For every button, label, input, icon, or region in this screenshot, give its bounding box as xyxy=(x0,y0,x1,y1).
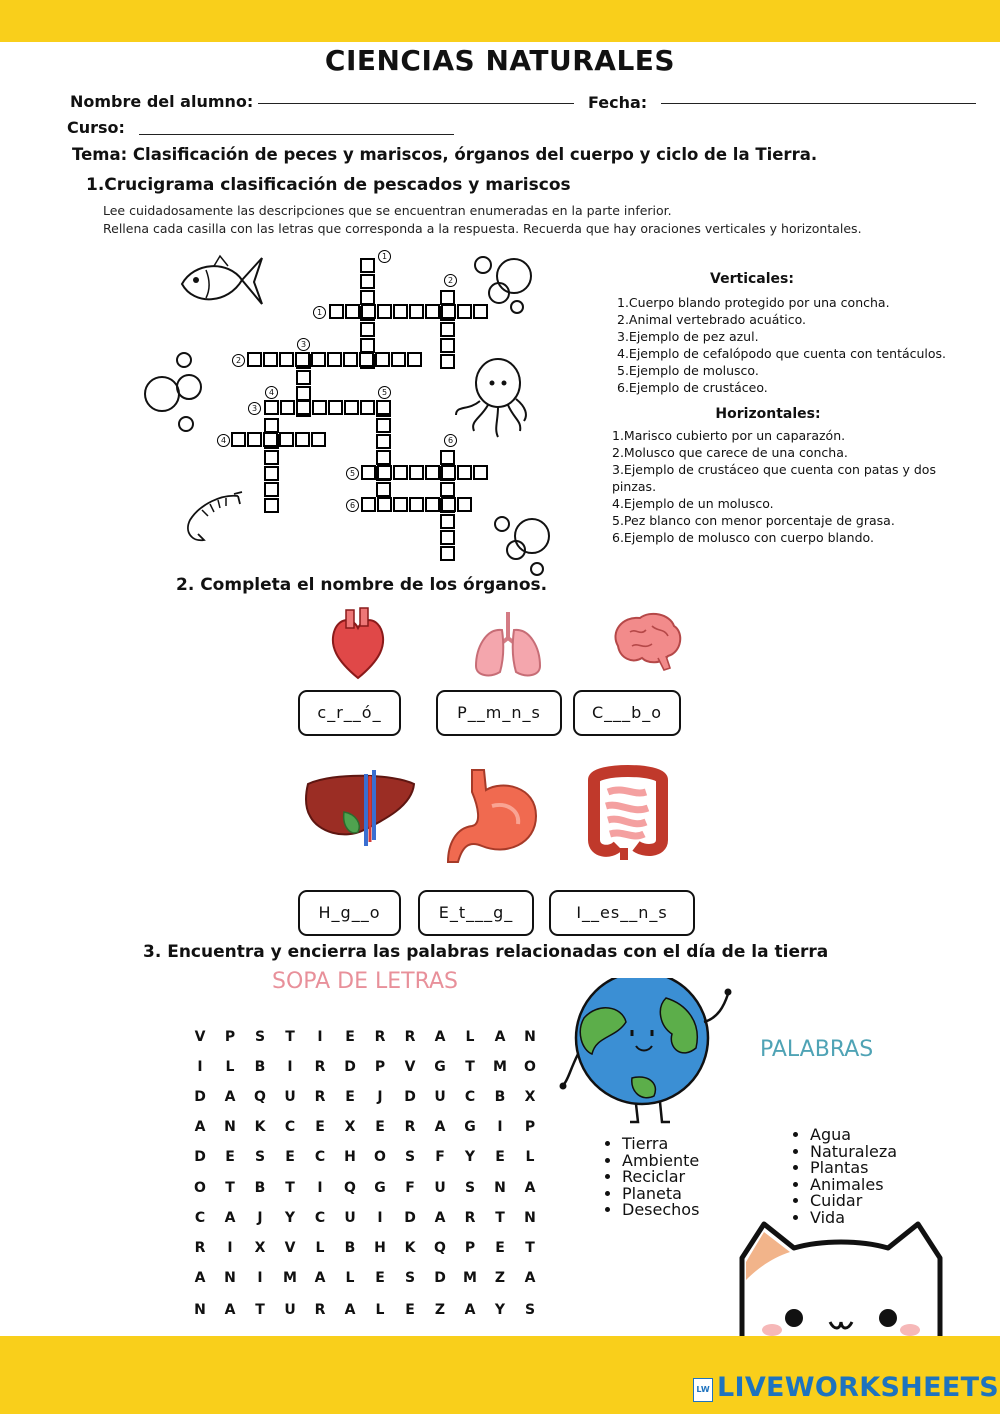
word-search-letter[interactable]: T xyxy=(495,1210,505,1226)
word-search-letter[interactable]: U xyxy=(344,1210,356,1226)
word-search-letter[interactable]: P xyxy=(224,1029,236,1045)
crossword-cell[interactable] xyxy=(345,304,360,319)
cat-icon xyxy=(732,1218,950,1352)
word-search-letter[interactable]: U xyxy=(434,1089,446,1105)
crossword-cell[interactable] xyxy=(391,352,406,367)
word-search-letter[interactable]: D xyxy=(344,1059,356,1075)
crossword-cell[interactable] xyxy=(425,497,440,512)
crossword-cell[interactable] xyxy=(359,352,374,367)
word-search-letter[interactable]: L xyxy=(345,1270,355,1286)
crossword-number: 6 xyxy=(444,434,457,447)
word-search-letter[interactable]: A xyxy=(434,1119,446,1135)
word-search-letter[interactable]: E xyxy=(225,1149,235,1165)
word-search-row xyxy=(190,1210,540,1226)
crossword-cell[interactable] xyxy=(393,304,408,319)
word-search-letter[interactable]: R xyxy=(404,1029,416,1045)
crossword-cell[interactable] xyxy=(360,274,375,289)
crossword-cell[interactable] xyxy=(264,450,279,465)
word-search-letter[interactable]: U xyxy=(434,1180,446,1196)
word-search-letter[interactable]: I xyxy=(317,1180,323,1196)
word-search-letter[interactable]: A xyxy=(524,1270,536,1286)
word-search-letter[interactable]: X xyxy=(344,1119,356,1135)
crossword-number: 5 xyxy=(378,386,391,399)
word-search-letter[interactable]: I xyxy=(257,1270,263,1286)
crossword-number: 6 xyxy=(346,499,359,512)
word-search-letter[interactable]: A xyxy=(464,1302,476,1318)
word-search-letter[interactable]: D xyxy=(434,1270,446,1286)
liveworksheets-logo-icon: LW xyxy=(693,1378,713,1402)
crossword-cell[interactable] xyxy=(376,450,391,465)
lungs-icon xyxy=(472,608,544,680)
crossword-cell[interactable] xyxy=(280,400,295,415)
word-item: • Agua xyxy=(810,1127,897,1144)
page-title: CIENCIAS NATURALES xyxy=(324,44,676,77)
crossword-cell[interactable] xyxy=(360,258,375,273)
word-item: • Tierra xyxy=(622,1136,699,1153)
crossword-cell[interactable] xyxy=(376,434,391,449)
crossword-number: 3 xyxy=(297,338,310,351)
word-search-letter[interactable]: J xyxy=(377,1089,383,1105)
word-search-letter[interactable]: U xyxy=(284,1089,296,1105)
word-search-letter[interactable]: Q xyxy=(434,1240,446,1256)
word-search-letter[interactable]: N xyxy=(494,1180,506,1196)
word-search-letter[interactable]: E xyxy=(495,1149,505,1165)
crossword-cell[interactable] xyxy=(312,400,327,415)
crossword-cell[interactable] xyxy=(279,432,294,447)
word-item: • Ambiente xyxy=(622,1153,699,1170)
word-search-letter[interactable]: R xyxy=(314,1089,326,1105)
organ-answer-box[interactable]: I__es__n_s xyxy=(549,890,695,936)
word-item: • Cuidar xyxy=(810,1193,897,1210)
word-search-letter[interactable]: C xyxy=(314,1149,326,1165)
word-search-letter[interactable]: A xyxy=(494,1029,506,1045)
crossword-number: 4 xyxy=(265,386,278,399)
crossword-cell[interactable] xyxy=(440,530,455,545)
crossword-number: 1 xyxy=(313,306,326,319)
word-search-letter[interactable]: A xyxy=(194,1119,206,1135)
horizontal-clue: 5.Pez blanco con menor porcentaje de grasa. xyxy=(612,513,895,528)
crossword-cell[interactable] xyxy=(440,450,455,465)
word-search-letter[interactable]: E xyxy=(495,1240,505,1256)
word-search-letter[interactable]: X xyxy=(254,1240,266,1256)
organ-answer-box[interactable]: P__m_n_s xyxy=(436,690,562,736)
word-search-letter[interactable]: Q xyxy=(254,1089,266,1105)
word-item: • Planeta xyxy=(622,1186,699,1203)
crossword-cell[interactable] xyxy=(296,370,311,385)
crossword-cell[interactable] xyxy=(295,432,310,447)
crossword-cell[interactable] xyxy=(457,304,472,319)
stomach-icon xyxy=(442,766,542,866)
words-title: PALABRAS xyxy=(760,1037,874,1062)
word-search-letter[interactable]: P xyxy=(374,1059,386,1075)
crossword-cell[interactable] xyxy=(440,482,455,497)
crossword-cell[interactable] xyxy=(441,304,456,319)
word-search-row xyxy=(190,1270,540,1286)
word-search-letter[interactable]: E xyxy=(375,1119,385,1135)
word-search-letter[interactable]: L xyxy=(225,1059,235,1075)
word-search-letter[interactable]: S xyxy=(464,1180,476,1196)
word-search-letter[interactable]: T xyxy=(255,1302,265,1318)
word-search-letter[interactable]: H xyxy=(344,1149,356,1165)
crossword-cell[interactable] xyxy=(279,352,294,367)
crossword-cell[interactable] xyxy=(377,497,392,512)
crossword-cell[interactable] xyxy=(247,432,262,447)
word-search-letter[interactable]: C xyxy=(284,1119,296,1135)
crossword-cell[interactable] xyxy=(425,465,440,480)
word-search-letter[interactable]: J xyxy=(257,1210,263,1226)
vertical-clue: 1.Cuerpo blando protegido por una concha. xyxy=(617,295,890,310)
word-search-letter[interactable]: A xyxy=(194,1270,206,1286)
word-search-letter[interactable]: B xyxy=(254,1180,266,1196)
word-search-letter[interactable]: A xyxy=(224,1089,236,1105)
word-search-letter[interactable]: R xyxy=(464,1210,476,1226)
crossword-cell[interactable] xyxy=(377,465,392,480)
word-search-letter[interactable]: Y xyxy=(494,1302,506,1318)
crossword-number: 5 xyxy=(346,467,359,480)
word-search-row xyxy=(190,1119,540,1135)
crossword-cell[interactable] xyxy=(295,352,310,367)
crossword-cell[interactable] xyxy=(425,304,440,319)
crossword-cell[interactable] xyxy=(231,432,246,447)
word-search-letter[interactable]: D xyxy=(404,1089,416,1105)
word-search-row xyxy=(190,1059,540,1075)
word-search-letter[interactable]: C xyxy=(314,1210,326,1226)
crossword-cell[interactable] xyxy=(361,497,376,512)
crossword-cell[interactable] xyxy=(441,465,456,480)
word-search-letter[interactable]: Q xyxy=(344,1180,356,1196)
word-search-row xyxy=(190,1089,540,1105)
word-search-letter[interactable]: E xyxy=(345,1089,355,1105)
crossword-cell[interactable] xyxy=(361,304,376,319)
organ-answer-box[interactable]: E_t___g_ xyxy=(418,890,534,936)
word-search-letter[interactable]: F xyxy=(435,1149,445,1165)
word-search-letter[interactable]: T xyxy=(285,1180,295,1196)
word-search-letter[interactable]: Y xyxy=(284,1210,296,1226)
crossword-cell[interactable] xyxy=(264,418,279,433)
word-search-letter[interactable]: S xyxy=(524,1302,536,1318)
word-search-letter[interactable]: E xyxy=(375,1270,385,1286)
crossword-cell[interactable] xyxy=(375,352,390,367)
word-search-letter[interactable]: L xyxy=(375,1302,385,1318)
word-item: • Vida xyxy=(810,1210,897,1227)
word-search-letter[interactable]: Z xyxy=(434,1302,446,1318)
vertical-clue: 6.Ejemplo de crustáceo. xyxy=(617,380,768,395)
horizontal-clue: 6.Ejemplo de molusco con cuerpo blando. xyxy=(612,530,874,545)
crossword-cell[interactable] xyxy=(376,400,391,415)
intestines-icon xyxy=(584,762,672,862)
crossword-cell[interactable] xyxy=(409,304,424,319)
crossword-number: 2 xyxy=(444,274,457,287)
word-search-letter[interactable]: A xyxy=(314,1270,326,1286)
word-search-letter[interactable]: K xyxy=(254,1119,266,1135)
crossword-cell[interactable] xyxy=(311,432,326,447)
word-search-letter[interactable]: E xyxy=(315,1119,325,1135)
word-search-letter[interactable]: E xyxy=(405,1302,415,1318)
word-search-row xyxy=(190,1180,540,1196)
word-search-letter[interactable]: D xyxy=(194,1089,206,1105)
crossword-cell[interactable] xyxy=(329,304,344,319)
word-search-letter[interactable]: I xyxy=(317,1029,323,1045)
crossword-cell[interactable] xyxy=(473,304,488,319)
word-search-letter[interactable]: N xyxy=(524,1210,536,1226)
crossword-cell[interactable] xyxy=(440,290,455,305)
word-search-letter[interactable]: X xyxy=(524,1089,536,1105)
crossword-cell[interactable] xyxy=(327,352,342,367)
word-search-letter[interactable]: Y xyxy=(464,1149,476,1165)
crossword-cell[interactable] xyxy=(457,497,472,512)
crossword-cell[interactable] xyxy=(328,400,343,415)
word-search-letter[interactable]: T xyxy=(285,1029,295,1045)
crossword-number: 1 xyxy=(378,250,391,263)
word-search-letter[interactable]: S xyxy=(404,1270,416,1286)
word-search-letter[interactable]: N xyxy=(224,1270,236,1286)
instruction-2: Rellena cada casilla con las letras que corresponda a la respuesta. Recuerda que hay oraciones verticales y horizontales. xyxy=(103,221,862,236)
crossword-cell[interactable] xyxy=(409,465,424,480)
word-search-letter[interactable]: A xyxy=(344,1302,356,1318)
crossword-cell[interactable] xyxy=(344,400,359,415)
organ-answer-box[interactable]: H_g__o xyxy=(298,890,401,936)
word-item: • Plantas xyxy=(810,1160,897,1177)
word-search-letter[interactable]: H xyxy=(374,1240,386,1256)
word-search-letter[interactable]: R xyxy=(374,1029,386,1045)
word-search-row xyxy=(190,1240,540,1256)
horizontal-clue: 3.Ejemplo de crustáceo que cuenta con patas y dos pinzas. xyxy=(612,462,936,494)
vertical-clue: 4.Ejemplo de cefalópodo que cuenta con tentáculos. xyxy=(617,346,947,361)
word-search-letter[interactable]: I xyxy=(497,1119,503,1135)
word-search-letter[interactable]: P xyxy=(524,1119,536,1135)
heart-icon xyxy=(326,606,390,682)
word-search-letter[interactable]: G xyxy=(374,1180,386,1196)
word-search-letter[interactable]: I xyxy=(227,1240,233,1256)
crossword-cell[interactable] xyxy=(376,418,391,433)
word-item: • Desechos xyxy=(622,1202,699,1219)
word-search-row xyxy=(190,1149,540,1165)
crossword-cell[interactable] xyxy=(440,322,455,337)
word-item: • Naturaleza xyxy=(810,1144,897,1161)
crossword-cell[interactable] xyxy=(263,432,278,447)
crossword-cell[interactable] xyxy=(360,338,375,353)
crossword-cell[interactable] xyxy=(343,352,358,367)
liver-icon xyxy=(304,770,418,850)
crossword-cell[interactable] xyxy=(473,465,488,480)
word-search-letter[interactable]: I xyxy=(197,1059,203,1075)
word-search-letter[interactable]: V xyxy=(194,1029,206,1045)
word-search-letter[interactable]: S xyxy=(254,1149,266,1165)
crossword-number: 3 xyxy=(248,402,261,415)
crossword-cell[interactable] xyxy=(441,497,456,512)
crossword-cell[interactable] xyxy=(360,322,375,337)
word-search-letter[interactable]: R xyxy=(194,1240,206,1256)
word-search-letter[interactable]: N xyxy=(524,1029,536,1045)
crossword-cell[interactable] xyxy=(457,465,472,480)
word-search-letter[interactable]: O xyxy=(524,1059,536,1075)
word-search-letter[interactable]: E xyxy=(345,1029,355,1045)
word-search-letter[interactable]: I xyxy=(287,1059,293,1075)
word-search-row xyxy=(190,1302,540,1318)
crossword-cell[interactable] xyxy=(361,465,376,480)
horizontal-clue: 1.Marisco cubierto por un caparazón. xyxy=(612,428,846,443)
word-list-right xyxy=(788,1127,897,1226)
crossword-cell[interactable] xyxy=(263,352,278,367)
crossword-cell[interactable] xyxy=(360,400,375,415)
crossword-cell[interactable] xyxy=(296,386,311,401)
word-search-letter[interactable]: M xyxy=(463,1270,477,1286)
word-search-letter[interactable]: B xyxy=(494,1089,506,1105)
crossword-cell[interactable] xyxy=(376,482,391,497)
crossword-number: 4 xyxy=(217,434,230,447)
word-search-letter[interactable]: Z xyxy=(494,1270,506,1286)
horizontal-clue: 2.Molusco que carece de una concha. xyxy=(612,445,848,460)
course-label: Curso: xyxy=(67,118,125,137)
word-search-letter[interactable]: B xyxy=(344,1240,356,1256)
word-search-letter[interactable]: T xyxy=(465,1059,475,1075)
word-search-letter[interactable]: A xyxy=(524,1180,536,1196)
word-search-letter[interactable]: M xyxy=(493,1059,507,1075)
word-search-letter[interactable]: M xyxy=(283,1270,297,1286)
crossword-cell[interactable] xyxy=(393,465,408,480)
word-search-letter[interactable]: A xyxy=(224,1302,236,1318)
brand-footer[interactable]: LIVEWORKSHEETS xyxy=(717,1372,1000,1403)
word-search-letter[interactable]: O xyxy=(374,1149,386,1165)
word-search-letter[interactable]: R xyxy=(314,1059,326,1075)
word-search-letter[interactable]: G xyxy=(464,1119,476,1135)
crossword-cell[interactable] xyxy=(377,304,392,319)
word-search-letter[interactable]: G xyxy=(434,1059,446,1075)
word-search-letter[interactable]: K xyxy=(404,1240,416,1256)
word-search-letter[interactable]: F xyxy=(405,1180,415,1196)
crossword-cell[interactable] xyxy=(440,514,455,529)
word-item: • Reciclar xyxy=(622,1169,699,1186)
word-search-letter[interactable]: N xyxy=(224,1119,236,1135)
crossword-cell[interactable] xyxy=(264,466,279,481)
word-search-letter[interactable]: L xyxy=(465,1029,475,1045)
word-search-letter[interactable]: A xyxy=(224,1210,236,1226)
crossword-cell[interactable] xyxy=(247,352,262,367)
section2-heading: 2. Completa el nombre de los órganos. xyxy=(176,575,548,595)
word-search-letter[interactable]: E xyxy=(285,1149,295,1165)
organ-answer-box[interactable]: c_r__ó_ xyxy=(298,690,401,736)
word-search-letter[interactable]: O xyxy=(194,1180,206,1196)
word-search-letter[interactable]: S xyxy=(404,1149,416,1165)
section1-heading: 1.Crucigrama clasificación de pescados y mariscos xyxy=(86,175,571,195)
crossword-cell[interactable] xyxy=(311,352,326,367)
word-search-letter[interactable]: L xyxy=(525,1149,535,1165)
date-label: Fecha: xyxy=(588,93,648,112)
vertical-title: Verticales: xyxy=(710,271,794,287)
word-search-letter[interactable]: C xyxy=(194,1210,206,1226)
horizontal-clue: 4.Ejemplo de un molusco. xyxy=(612,496,774,511)
word-search-letter[interactable]: C xyxy=(464,1089,476,1105)
word-search-letter[interactable]: R xyxy=(404,1119,416,1135)
topic: Tema: Clasificación de peces y mariscos, órganos del cuerpo y ciclo de la Tierra. xyxy=(72,145,818,164)
word-search-letter[interactable]: U xyxy=(284,1302,296,1318)
instruction-1: Lee cuidadosamente las descripciones que se encuentran enumeradas en la parte inferior. xyxy=(103,203,672,218)
crossword-cell[interactable] xyxy=(409,497,424,512)
crossword-cell[interactable] xyxy=(296,400,311,415)
crossword-cell[interactable] xyxy=(360,290,375,305)
crossword-cell[interactable] xyxy=(393,497,408,512)
word-search-letter[interactable]: P xyxy=(464,1240,476,1256)
crossword-cell[interactable] xyxy=(264,498,279,513)
word-search-letter[interactable]: T xyxy=(525,1240,535,1256)
crossword-cell[interactable] xyxy=(440,354,455,369)
brain-icon xyxy=(608,610,684,672)
word-search-letter[interactable]: T xyxy=(225,1180,235,1196)
crossword-cell[interactable] xyxy=(407,352,422,367)
word-search-letter[interactable]: V xyxy=(404,1059,416,1075)
organ-answer-box[interactable]: C___b_o xyxy=(573,690,681,736)
crossword-cell[interactable] xyxy=(264,482,279,497)
vertical-clue: 5.Ejemplo de molusco. xyxy=(617,363,759,378)
word-search-row xyxy=(190,1029,540,1045)
vertical-clue: 2.Animal vertebrado acuático. xyxy=(617,312,807,327)
horizontal-title: Horizontales: xyxy=(715,406,821,422)
crossword-number: 2 xyxy=(232,354,245,367)
word-search-letter[interactable]: L xyxy=(315,1240,325,1256)
vertical-clue: 3.Ejemplo de pez azul. xyxy=(617,329,759,344)
crossword-cell[interactable] xyxy=(440,546,455,561)
word-search-title: SOPA DE LETRAS xyxy=(272,969,459,994)
word-search-letter[interactable]: B xyxy=(254,1059,266,1075)
word-search-letter[interactable]: S xyxy=(254,1029,266,1045)
earth-icon xyxy=(556,978,746,1128)
word-search-letter[interactable]: D xyxy=(194,1149,206,1165)
word-item: • Animales xyxy=(810,1177,897,1194)
section3-heading: 3. Encuentra y encierra las palabras relacionadas con el día de la tierra xyxy=(143,942,829,962)
student-name-label: Nombre del alumno: xyxy=(70,92,254,111)
word-list-left xyxy=(600,1136,699,1219)
crossword-cell[interactable] xyxy=(264,400,279,415)
crossword-cell[interactable] xyxy=(440,338,455,353)
word-search-letter[interactable]: I xyxy=(377,1210,383,1226)
word-search-letter[interactable]: A xyxy=(434,1210,446,1226)
word-search-letter[interactable]: N xyxy=(194,1302,206,1318)
word-search-letter[interactable]: A xyxy=(434,1029,446,1045)
word-search-letter[interactable]: D xyxy=(404,1210,416,1226)
word-search-letter[interactable]: R xyxy=(314,1302,326,1318)
word-search-letter[interactable]: V xyxy=(284,1240,296,1256)
